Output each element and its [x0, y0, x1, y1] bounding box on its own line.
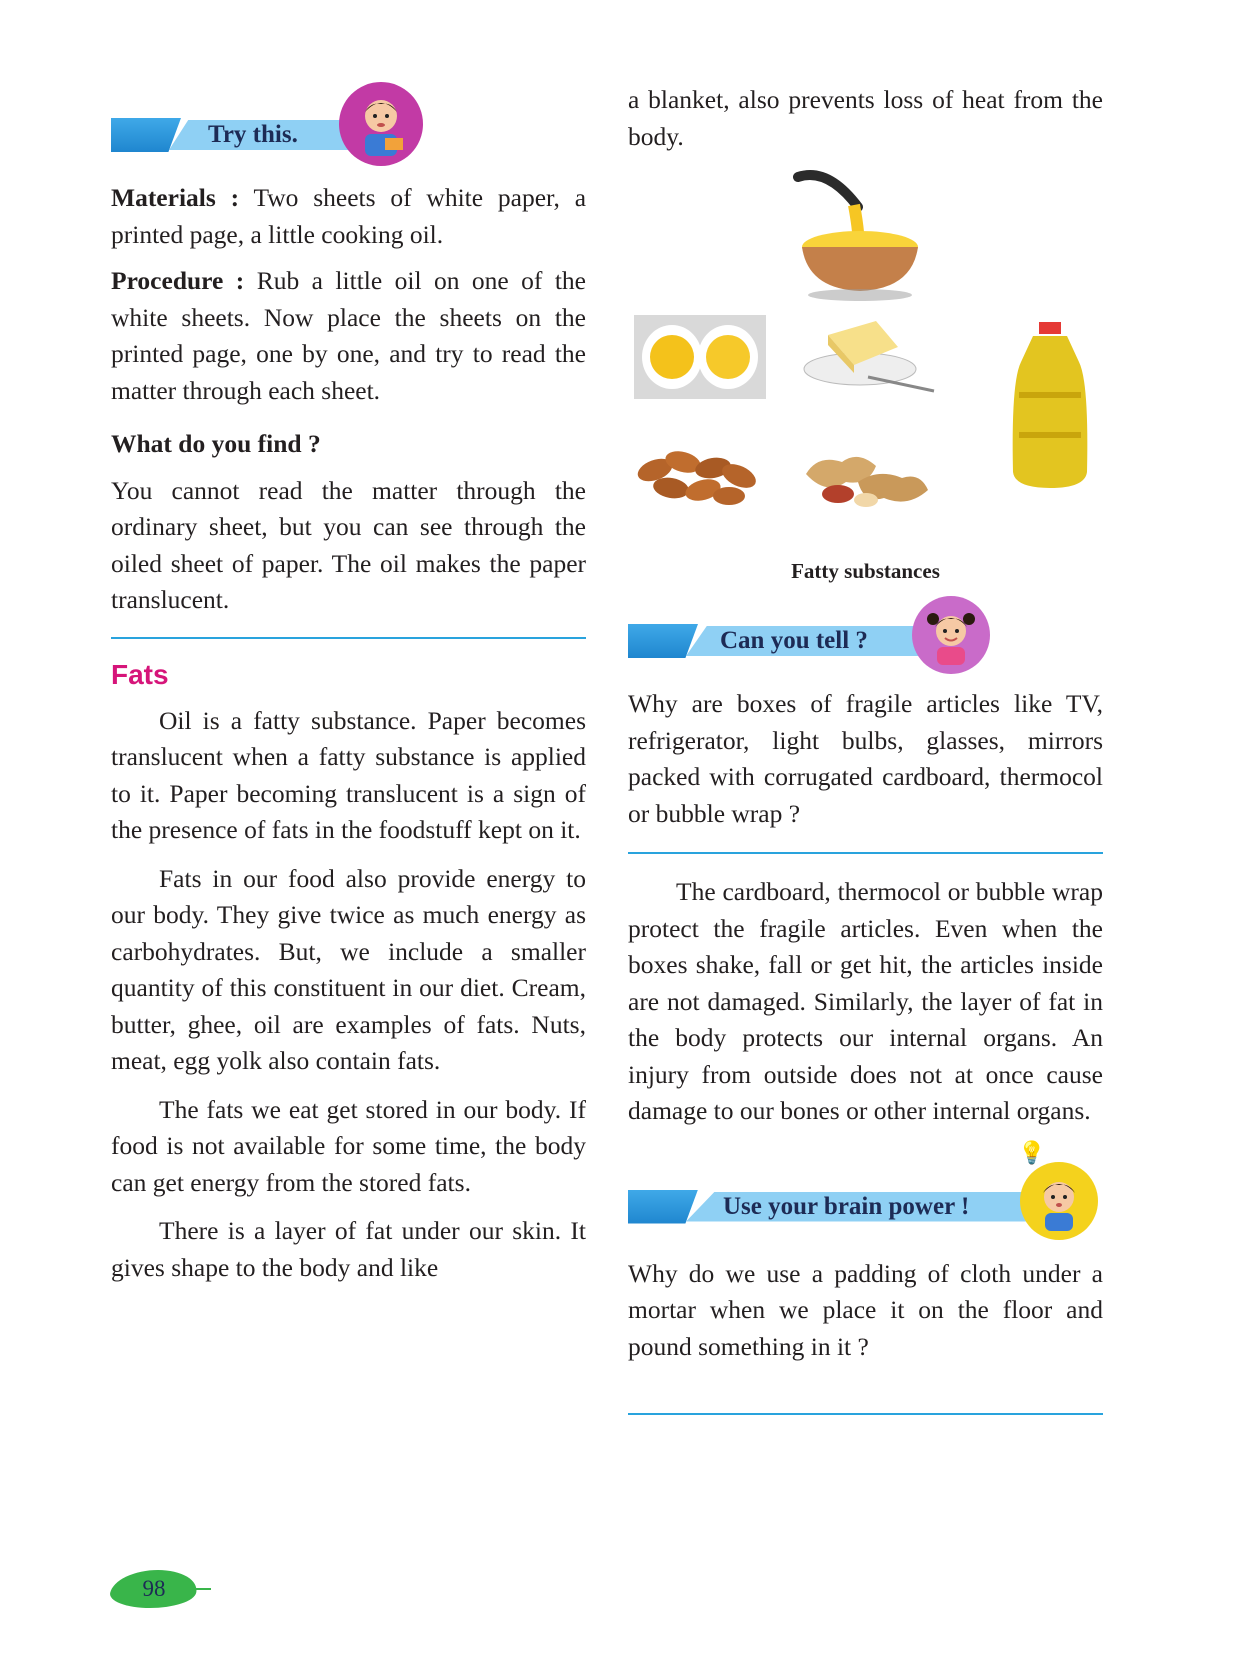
banner-accent: [628, 624, 698, 658]
what-do-you-find-heading: What do you find ?: [111, 429, 321, 458]
page-number: 98: [142, 1576, 166, 1601]
section-divider: [628, 1413, 1103, 1415]
brain-power-banner: [628, 1139, 1103, 1228]
butter-plate-image: [798, 307, 938, 401]
oil-bottle-image: [1000, 317, 1100, 497]
procedure-label: Procedure :: [111, 266, 245, 295]
materials-paragraph: [111, 180, 586, 253]
fats-continuation: a blanket, also prevents loss of heat from the body.: [628, 85, 1103, 151]
thinking-boy-icon: [1020, 1162, 1098, 1240]
try-this-answer: You cannot read the matter through the ordinary sheet, but you can see through the oiled sheet of paper. The oil makes the paper translucent.: [111, 475, 586, 614]
banner-accent: [628, 1190, 698, 1224]
ghee-bowl-image: [788, 167, 928, 302]
materials-label: Materials :: [111, 183, 240, 212]
left-column: [111, 82, 586, 1286]
lightbulb-icon: 💡: [1018, 1139, 1046, 1165]
section-divider: [111, 637, 586, 639]
brain-power-title: Use your brain power !: [723, 1192, 970, 1220]
figure-caption: Fatty substances: [791, 559, 940, 583]
procedure-text: Rub a little oil on one of the white sheets. Now place the sheets on the printed page, one by one, and try to read the matter through each sheet.: [111, 266, 586, 405]
leaf-stem: [195, 1588, 211, 1590]
fats-paragraph-2: Fats in our food also provide energy to our body. They give twice as much energy as carbohydrates. But, we include a smaller quantity of this constituent in our diet. Cream, butter, ghee, oil are examples of fats. Nuts, meat, egg yolk also contain fats.: [111, 863, 586, 1075]
right-column: [628, 82, 1103, 1415]
fragile-explanation: The cardboard, thermocol or bubble wrap protect the fragile articles. Even when the boxes shake, fall or get hit, the articles inside are not damaged. Similarly, the layer of fat in the body protects our internal organs. An injury from outside does not at once cause damage to our bones or other internal organs.: [628, 877, 1103, 1125]
can-you-tell-banner: [628, 614, 1103, 662]
fats-paragraph-1: Oil is a fatty substance. Paper becomes translucent when a fatty substance is applied to it. Paper becoming translucent is a sign of the presence of fats in the foodstuff kept on it.: [111, 705, 586, 844]
try-this-banner: [111, 108, 586, 156]
can-you-tell-question: Why are boxes of fragile articles like TV, refrigerator, light bulbs, glasses, mirrors packed with corrugated cardboard, thermocol or bubble wrap ?: [628, 689, 1103, 828]
brain-power-question: Why do we use a padding of cloth under a mortar when we place it on the floor and pound something in it ?: [628, 1258, 1103, 1361]
peanuts-image: [798, 435, 934, 515]
fats-paragraph-3: The fats we eat get stored in our body. If food is not available for some time, the body can get energy from the stored fats.: [111, 1094, 586, 1197]
almonds-image: [630, 435, 762, 515]
boy-reading-icon: [339, 82, 423, 166]
fatty-substances-figure: [628, 167, 1103, 567]
try-this-title: Try this.: [208, 121, 298, 148]
boiled-egg-image: [634, 315, 766, 399]
section-divider: [628, 852, 1103, 854]
fats-heading: Fats: [111, 658, 169, 690]
banner-accent: [111, 118, 181, 152]
procedure-paragraph: [111, 263, 586, 409]
girl-icon: [912, 596, 990, 674]
can-you-tell-title: Can you tell ?: [720, 627, 868, 654]
materials-text: Two sheets of white paper, a printed page, a little cooking oil.: [111, 183, 587, 249]
fats-paragraph-4: There is a layer of fat under our skin. It gives shape to the body and like: [111, 1216, 586, 1282]
